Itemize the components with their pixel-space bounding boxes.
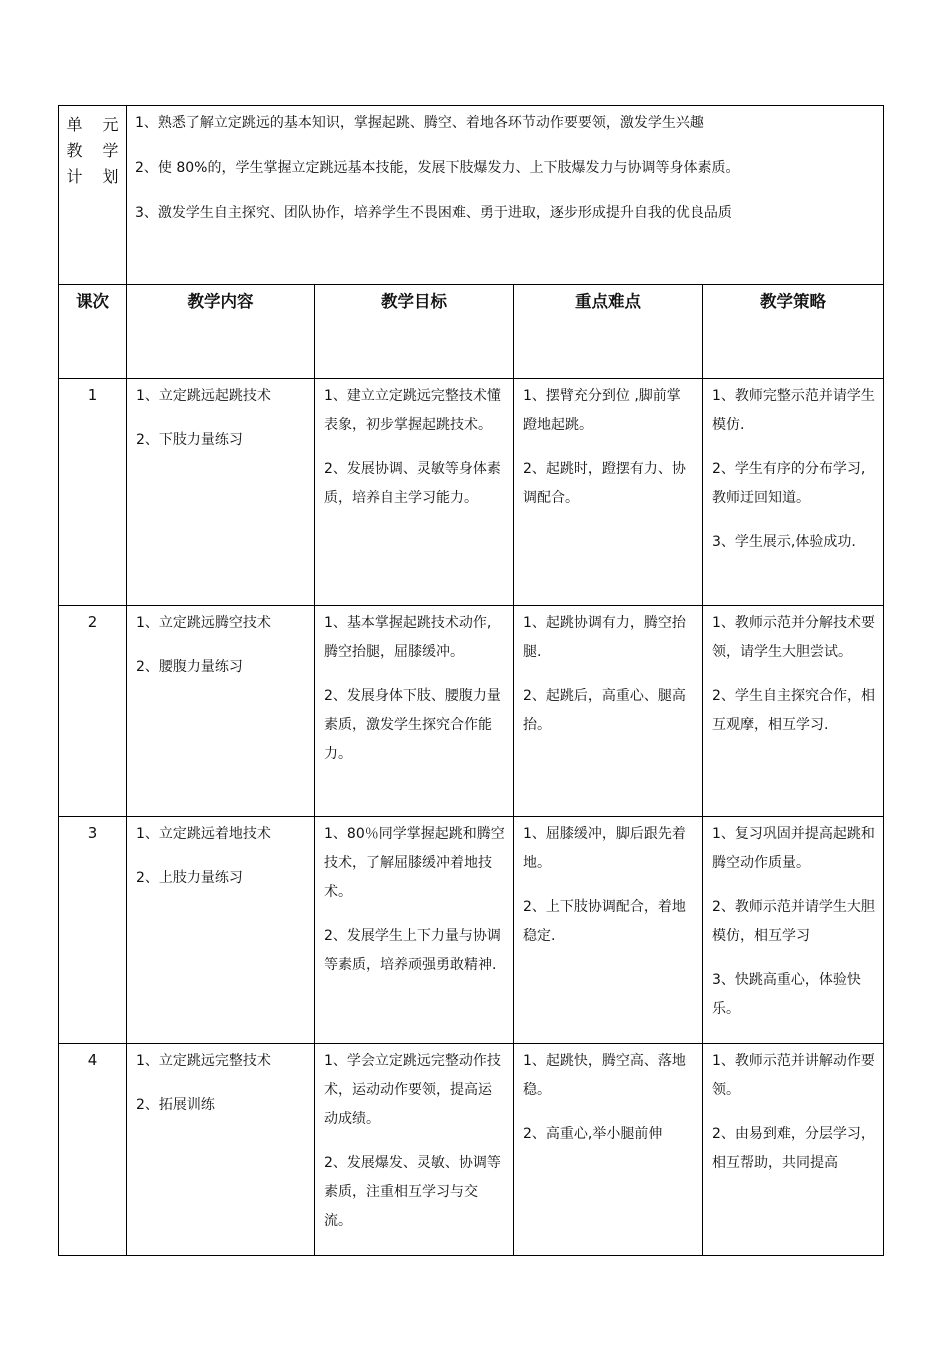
header-lesson-number: 课次 <box>59 285 127 379</box>
lesson-number: 3 <box>59 817 127 1044</box>
lesson-number: 4 <box>59 1044 127 1256</box>
lesson-key-points-cell <box>514 606 703 817</box>
lesson-content-cell <box>127 1044 315 1256</box>
lesson-key-points-cell <box>514 817 703 1044</box>
lesson-key-point-item: 1、起跳快，腾空高、落地稳。 <box>523 1053 686 1098</box>
lesson-goals-cell <box>315 817 514 1044</box>
lesson-goals-cell <box>315 379 514 606</box>
lesson-strategy-item: 2、由易到难，分层学习，相互帮助，共同提高 <box>712 1126 875 1171</box>
table-row <box>59 1044 884 1256</box>
lesson-content-cell <box>127 817 315 1044</box>
unit-plan-label-line: 单 元 <box>66 115 119 134</box>
table-row <box>59 606 884 817</box>
lesson-number: 2 <box>59 606 127 817</box>
lesson-goal-item: 2、发展爆发、灵敏、协调等素质，注重相互学习与交流。 <box>324 1155 501 1229</box>
lesson-key-point-item: 2、上下肢协调配合，着地稳定. <box>523 899 686 944</box>
table-row <box>59 817 884 1044</box>
lesson-content-item: 2、拓展训练 <box>136 1097 215 1113</box>
unit-plan-row <box>59 106 884 285</box>
header-content: 教学内容 <box>127 285 315 379</box>
lesson-key-points-cell <box>514 379 703 606</box>
lesson-goal-item: 1、80％同学掌握起跳和腾空技术，了解屈膝缓冲着地技术。 <box>324 826 505 900</box>
lesson-goal-item: 1、基本掌握起跳技术动作,腾空抬腿，屈膝缓冲。 <box>324 615 492 660</box>
lesson-key-point-item: 2、起跳后，高重心、腿高抬。 <box>523 688 686 733</box>
lesson-goals-cell <box>315 606 514 817</box>
lesson-content-cell <box>127 606 315 817</box>
unit-plan-item: 2、使 80%的，学生掌握立定跳远基本技能，发展下肢爆发力、上下肢爆发力与协调等身体素质。 <box>135 160 740 176</box>
lesson-content-item: 2、下肢力量练习 <box>136 432 243 448</box>
lesson-goals-cell <box>315 1044 514 1256</box>
lesson-content-item: 1、立定跳远腾空技术 <box>136 615 271 631</box>
lesson-strategy-item: 2、教师示范并请学生大胆模仿，相互学习 <box>712 899 875 944</box>
lesson-content-item: 2、腰腹力量练习 <box>136 659 243 675</box>
lesson-strategy-cell <box>703 379 884 606</box>
unit-plan-item: 1、熟悉了解立定跳远的基本知识，掌握起跳、腾空、着地各环节动作要要领，激发学生兴趣 <box>135 115 704 131</box>
lesson-key-point-item: 2、高重心,举小腿前伸 <box>523 1126 663 1142</box>
unit-plan-label-cell <box>59 106 127 285</box>
lesson-goal-item: 1、建立立定跳远完整技术懂表象，初步掌握起跳技术。 <box>324 388 501 433</box>
teaching-plan-table <box>58 105 884 1256</box>
lesson-strategy-item: 3、学生展示,体验成功. <box>712 534 856 550</box>
lesson-strategy-item: 1、教师示范并分解技术要领，请学生大胆尝试。 <box>712 615 876 660</box>
unit-plan-content-cell <box>127 106 884 285</box>
lesson-content-item: 1、立定跳远起跳技术 <box>136 388 271 404</box>
lesson-content-item: 2、上肢力量练习 <box>136 870 243 886</box>
teaching-plan-sheet <box>58 105 883 1256</box>
lesson-strategy-cell <box>703 1044 884 1256</box>
lesson-key-points-cell <box>514 1044 703 1256</box>
lesson-goal-item: 2、发展学生上下力量与协调等素质，培养顽强勇敢精神. <box>324 928 501 973</box>
lesson-goal-item: 2、发展身体下肢、腰腹力量素质，激发学生探究合作能力。 <box>324 688 501 762</box>
lesson-strategy-item: 2、学生有序的分布学习,教师迂回知道。 <box>712 461 866 506</box>
header-key-points: 重点难点 <box>514 285 703 379</box>
lesson-content-cell <box>127 379 315 606</box>
table-header-row <box>59 285 884 379</box>
table-row <box>59 379 884 606</box>
lesson-number: 1 <box>59 379 127 606</box>
unit-plan-label-line: 教 学 <box>66 141 119 160</box>
lesson-key-point-item: 1、起跳协调有力，腾空抬腿. <box>523 615 686 660</box>
lesson-strategy-item: 2、学生自主探究合作，相互观摩，相互学习. <box>712 688 876 733</box>
lesson-content-item: 1、立定跳远着地技术 <box>136 826 271 842</box>
unit-plan-label <box>67 112 119 190</box>
lesson-key-point-item: 2、起跳时，蹬摆有力、协调配合。 <box>523 461 686 506</box>
lesson-key-point-item: 1、摆臂充分到位 ,脚前掌蹬地起跳。 <box>523 388 681 433</box>
lesson-strategy-item: 3、快跳高重心，体验快乐。 <box>712 972 861 1017</box>
lesson-strategy-item: 1、复习巩固并提高起跳和腾空动作质量。 <box>712 826 875 871</box>
lesson-goal-item: 1、学会立定跳远完整动作技术，运动动作要领，提高运动成绩。 <box>324 1053 501 1127</box>
header-goals: 教学目标 <box>315 285 514 379</box>
lesson-strategy-cell <box>703 817 884 1044</box>
lesson-content-item: 1、立定跳远完整技术 <box>136 1053 271 1069</box>
lesson-goal-item: 2、发展协调、灵敏等身体素质，培养自主学习能力。 <box>324 461 501 506</box>
lesson-strategy-item: 1、教师完整示范并请学生模仿. <box>712 388 875 433</box>
unit-plan-item: 3、激发学生自主探究、团队协作，培养学生不畏困难、勇于进取，逐步形成提升自我的优良品质 <box>135 205 732 221</box>
lesson-strategy-item: 1、教师示范并讲解动作要领。 <box>712 1053 875 1098</box>
lesson-key-point-item: 1、屈膝缓冲，脚后跟先着地。 <box>523 826 686 871</box>
lesson-strategy-cell <box>703 606 884 817</box>
unit-plan-label-line: 计 划 <box>66 167 119 186</box>
header-strategy: 教学策略 <box>703 285 884 379</box>
